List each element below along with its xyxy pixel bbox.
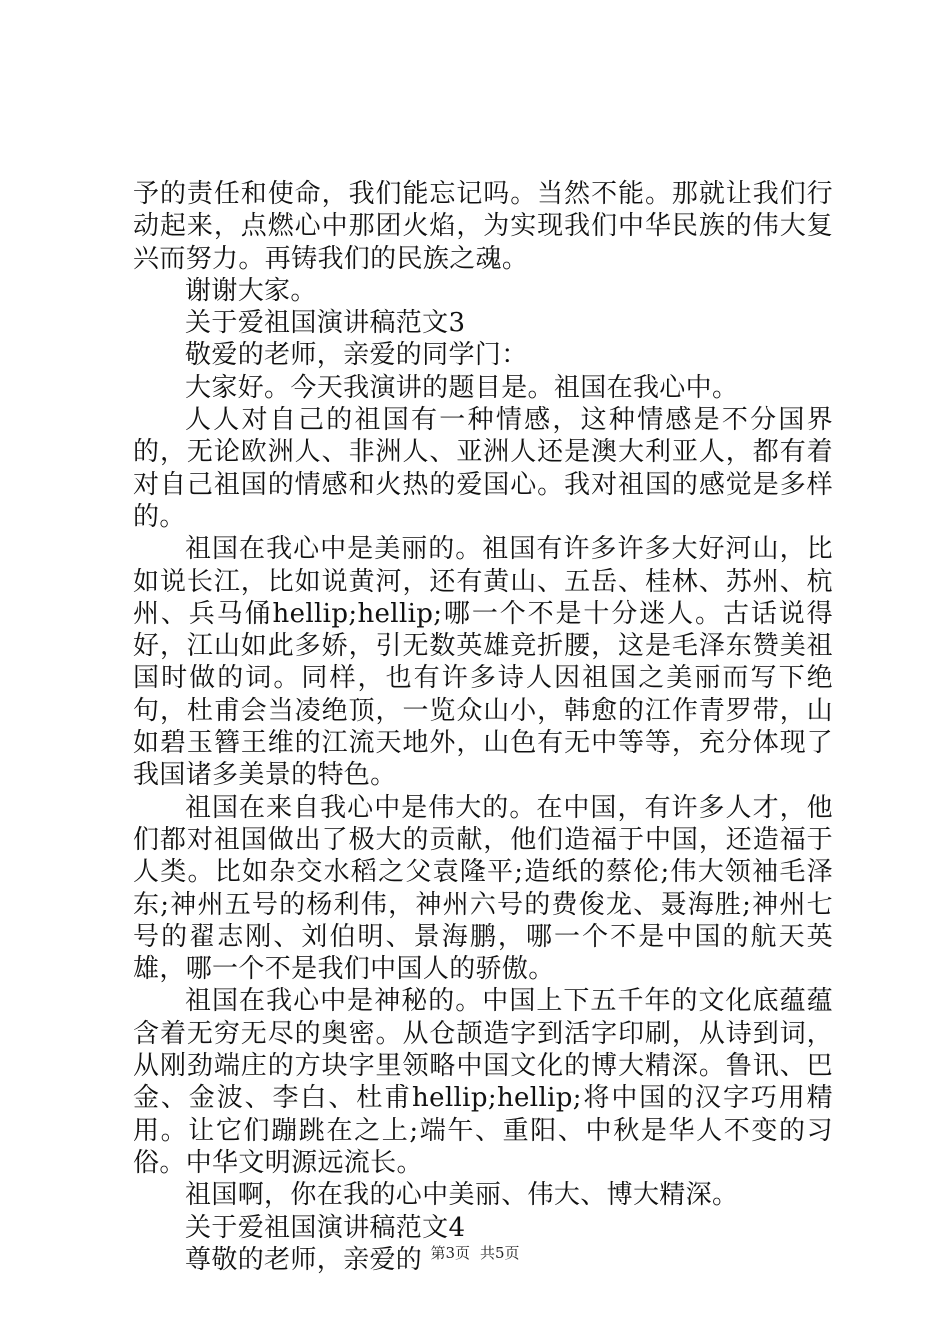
section-heading-4: 关于爱祖国演讲稿范文4 [185,1212,466,1243]
paragraph-great: 祖国在来自我心中是伟大的。在中国，有许多人才，他们都对祖国做出了极大的贡献，他们造福于中国，还造福于人类。比如杂交水稻之父袁隆平;造纸的蔡伦;伟大领袖毛泽东;神州五号的杨利伟，神州六号的费俊龙、聂海胜;神州七号的翟志刚、刘伯明、景海鹏，哪一个不是中国的航天英雄，哪一个不是我们中国人的骄傲。 [133,792,833,985]
document-body [133,178,833,1276]
paragraph-greeting: 大家好。今天我演讲的题目是。祖国在我心中。 [185,372,739,403]
paragraph-summary: 祖国啊，你在我的心中美丽、伟大、博大精深。 [185,1180,739,1211]
paragraph-thanks: 谢谢大家。 [185,275,317,306]
paragraph-salutation: 敬爱的老师，亲爱的同学门： [185,340,528,371]
page-footer [0,1243,950,1263]
paragraph-continuation: 予的责任和使命，我们能忘记吗。当然不能。那就让我们行动起来，点燃心中那团火焰，为实现我们中华民族的伟大复兴而努力。再铸我们的民族之魂。 [133,179,833,274]
paragraph-mysterious: 祖国在我心中是神秘的。中国上下五千年的文化底蕴蕴含着无穷无尽的奥密。从仓颉造字到活字印刷，从诗到词，从刚劲端庄的方块字里领略中国文化的博大精深。鲁讯、巴金、金波、李白、杜甫hellip;hellip;将中国的汉字巧用精用。让它们蹦跳在之上;端午、重阳、中秋是华人不变的习俗。中华文明源远流长。 [133,986,833,1178]
paragraph-emotion: 人人对自己的祖国有一种情感，这种情感是不分国界的，无论欧洲人、非洲人、亚洲人还是澳大利亚人，都有着对自己祖国的情感和火热的爱国心。我对祖国的感觉是多样的。 [133,405,833,532]
paragraph-beautiful: 祖国在我心中是美丽的。祖国有许多许多大好河山，比如说长江，比如说黄河，还有黄山、五岳、桂林、苏州、杭州、兵马俑hellip;hellip;哪一个不是十分迷人。古话说得好，江山如此多娇，引无数英雄竞折腰，这是毛泽东赞美祖国时做的词。同样，也有许多诗人因祖国之美丽而写下绝句，杜甫会当凌绝顶，一览众山小，韩愈的江作青罗带，山如碧玉簪王维的江流天地外，山色有无中等等，充分体现了我国诸多美景的特色。 [133,534,833,791]
page-total: 共5页 [480,1244,520,1262]
paragraph-salutation-4: 尊敬的老师，亲爱的 [185,1244,423,1275]
section-heading-3: 关于爱祖国演讲稿范文3 [185,308,466,339]
page-number: 第3页 [430,1244,470,1262]
